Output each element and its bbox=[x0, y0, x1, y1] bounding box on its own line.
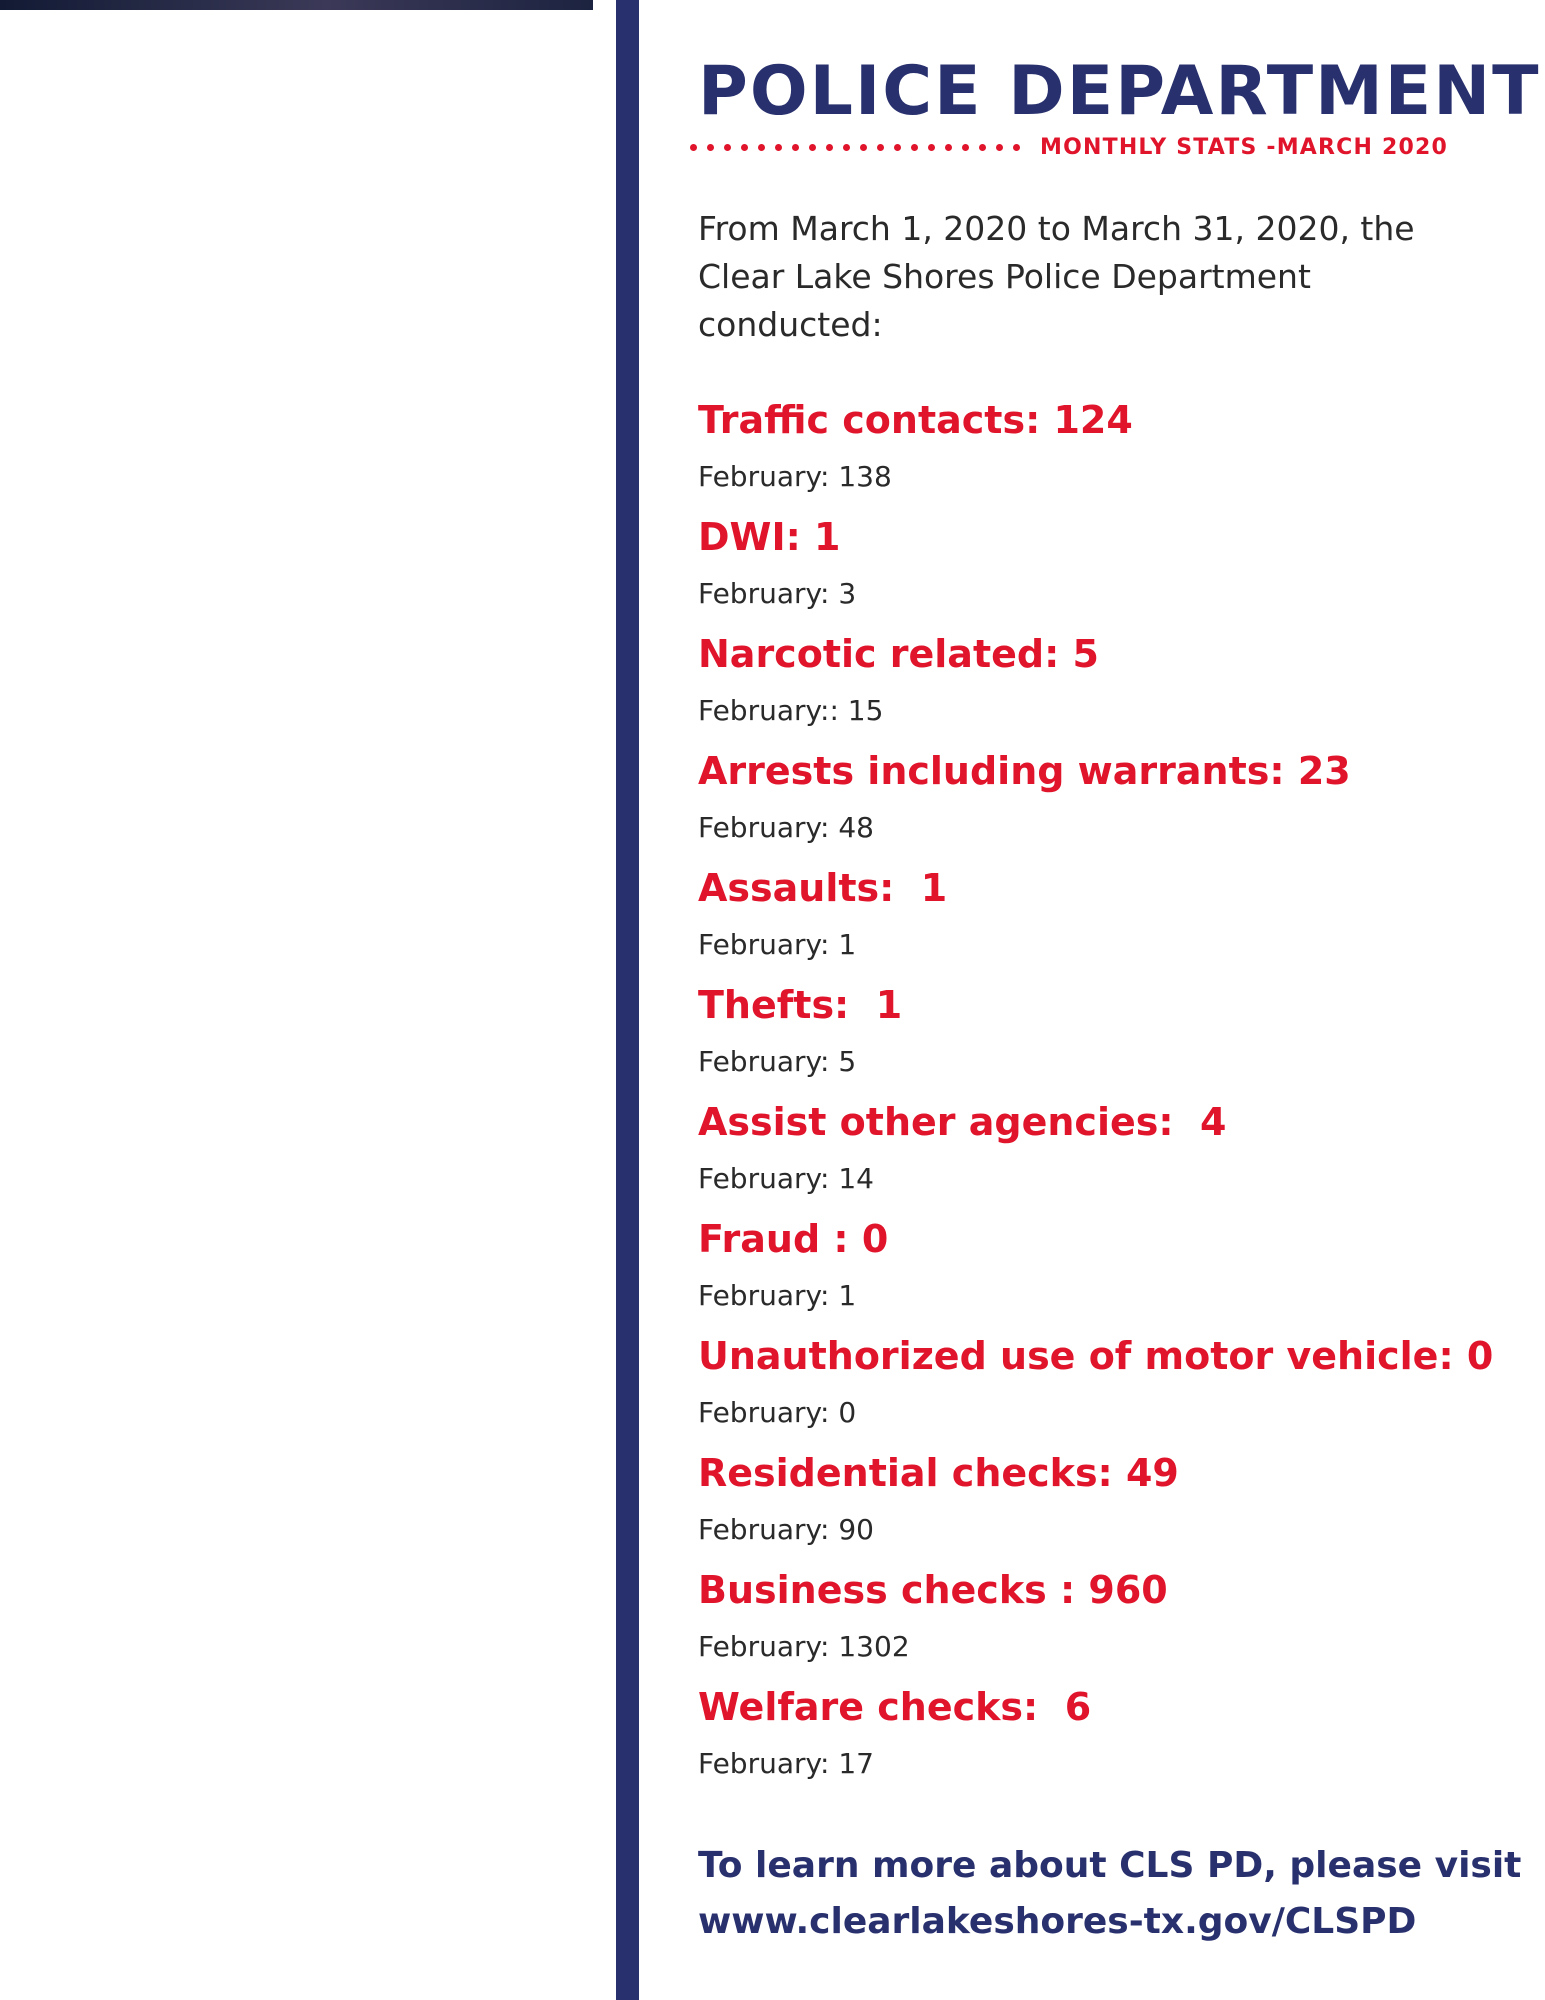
stat-item-business-checks bbox=[698, 1568, 1518, 1685]
divider-dot bbox=[707, 144, 714, 151]
stat-item-assist-other-agencies bbox=[698, 1100, 1518, 1217]
footer-cta bbox=[698, 1838, 1522, 1950]
divider-dot bbox=[996, 144, 1003, 151]
stat-previous-month: February: 17 bbox=[698, 1747, 874, 1780]
divider-dot bbox=[758, 144, 765, 151]
stat-previous-month: February: 90 bbox=[698, 1513, 874, 1546]
divider-dot bbox=[962, 144, 969, 151]
stat-item-assaults bbox=[698, 866, 1518, 983]
footer-website-link[interactable]: www.clearlakeshores-tx.gov/CLSPD bbox=[698, 1901, 1417, 1942]
divider-dot bbox=[826, 144, 833, 151]
stat-previous-month: February: 0 bbox=[698, 1396, 857, 1429]
divider-dot bbox=[690, 144, 697, 151]
stat-previous-month: February: 138 bbox=[698, 460, 892, 493]
stat-previous-month: February: 1 bbox=[698, 1279, 857, 1312]
stat-item-fraud bbox=[698, 1217, 1518, 1334]
stat-label: Unauthorized use of motor vehicle: 0 bbox=[698, 1334, 1494, 1378]
divider-dot bbox=[979, 144, 986, 151]
stat-previous-month: February: 14 bbox=[698, 1162, 874, 1195]
page-subtitle: MONTHLY STATS -MARCH 2020 bbox=[1040, 135, 1449, 160]
stat-item-residential-checks bbox=[698, 1451, 1518, 1568]
divider-dot bbox=[775, 144, 782, 151]
stat-label: Assaults: 1 bbox=[698, 866, 948, 910]
stat-previous-month: February: 1302 bbox=[698, 1630, 910, 1663]
divider-dot bbox=[877, 144, 884, 151]
stat-previous-month: February: 5 bbox=[698, 1045, 857, 1078]
stat-item-arrests bbox=[698, 749, 1518, 866]
divider-dot bbox=[860, 144, 867, 151]
vertical-divider-bar bbox=[616, 0, 639, 2000]
stat-label: Narcotic related: 5 bbox=[698, 632, 1099, 676]
divider-dot bbox=[809, 144, 816, 151]
divider-dot bbox=[792, 144, 799, 151]
stat-label: Assist other agencies: 4 bbox=[698, 1100, 1227, 1144]
stat-item-dwi bbox=[698, 515, 1518, 632]
stat-previous-month: February: 3 bbox=[698, 577, 857, 610]
stat-label: DWI: 1 bbox=[698, 515, 841, 559]
page-title: POLICE DEPARTMENT bbox=[698, 52, 1541, 131]
stat-label: Business checks : 960 bbox=[698, 1568, 1168, 1612]
stat-previous-month: February:: 15 bbox=[698, 694, 884, 727]
stat-item-welfare-checks bbox=[698, 1685, 1518, 1802]
stat-item-narcotic-related bbox=[698, 632, 1518, 749]
stat-label: Thefts: 1 bbox=[698, 983, 903, 1027]
divider-dot bbox=[724, 144, 731, 151]
footer-text: To learn more about CLS PD, please visit bbox=[698, 1845, 1522, 1886]
stat-item-traffic-contacts bbox=[698, 398, 1518, 515]
header-photo-edge bbox=[0, 0, 593, 10]
divider-dot bbox=[928, 144, 935, 151]
dotted-divider bbox=[690, 141, 1020, 153]
intro-paragraph: From March 1, 2020 to March 31, 2020, the Clear Lake Shores Police Department conducted: bbox=[698, 209, 1415, 344]
stat-label: Traffic contacts: 124 bbox=[698, 398, 1133, 442]
divider-dot bbox=[741, 144, 748, 151]
divider-dot bbox=[1013, 144, 1020, 151]
stat-label: Fraud : 0 bbox=[698, 1217, 889, 1261]
divider-dot bbox=[843, 144, 850, 151]
stat-item-thefts bbox=[698, 983, 1518, 1100]
stat-previous-month: February: 48 bbox=[698, 811, 874, 844]
stat-previous-month: February: 1 bbox=[698, 928, 857, 961]
stat-label: Residential checks: 49 bbox=[698, 1451, 1179, 1495]
divider-dot bbox=[911, 144, 918, 151]
divider-dot bbox=[894, 144, 901, 151]
stat-label: Welfare checks: 6 bbox=[698, 1685, 1092, 1729]
stat-label: Arrests including warrants: 23 bbox=[698, 749, 1351, 793]
stat-item-unauthorized-use-of-motor-vehicle bbox=[698, 1334, 1518, 1451]
divider-dot bbox=[945, 144, 952, 151]
